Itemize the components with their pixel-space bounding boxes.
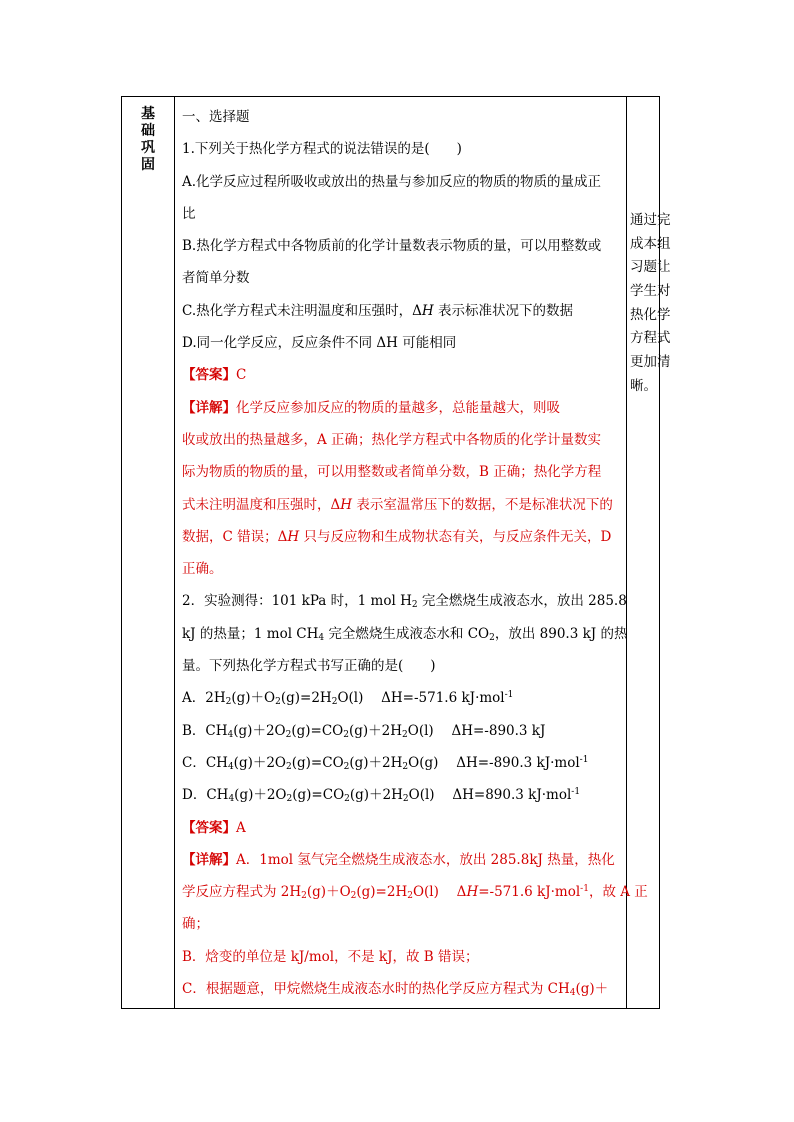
note-line: 习题让 [630,259,671,276]
q2-stem: 2．实验测得：101 kPa 时，1 mol $H_2$ 完全燃烧生成液态水，放出 285.8 [182,593,627,611]
q2-option-a: A．$2H_2(g)+O_2(g)=2H_2O(l)$ ΔH=-571.6 kJ·mol$^{-1}$ [182,690,514,708]
q2-stem-line: kJ 的热量；1 mol $CH_4$ 完全燃烧生成液态水和 $CO_2$，放出 890.3 kJ 的热 [182,625,628,643]
q1-option-b: B.热化学方程式中各物质前的化学计量数表示物质的量，可以用整数或 [182,238,602,255]
q2-option-c: C．$CH_4(g)+2O_2(g)=CO_2(g)+2H_2O(g)$ ΔH=-890.3 kJ·mol$^{-1}$ [182,754,589,772]
teaching-note [630,209,671,399]
note-line: 方程式 [630,330,671,347]
column-divider-right [626,97,627,1008]
q2-option-b: B．$CH_4(g)+2O_2(g)=CO_2(g)+2H_2O(l)$ ΔH=-890.3 kJ [182,722,546,740]
q2-stem-line: 量。下列热化学方程式书写正确的是( ) [182,658,436,675]
note-line: 学生对 [630,283,671,300]
note-line: 成本组 [630,235,671,252]
q2-option-d: D．$CH_4(g)+2O_2(g)=CO_2(g)+2H_2O(l)$ ΔH=890.3 kJ·mol$^{-1}$ [182,787,581,805]
q2-detail: 【详解】A．1mol 氢气完全燃烧生成液态水，放出 285.8kJ 热量，热化 [182,851,615,868]
q2-answer: 【答案】A [182,819,246,836]
q2-detail-line: 学反应方程式为 $2H_2(g)+O_2(g)=2H_2O(l)$ ΔH=-571.6 kJ·mol$^{-1}$，故 A 正 [182,884,648,902]
section-heading: 一、选择题 [182,109,250,125]
q1-detail: 【详解】化学反应参加反应的物质的量越多，总能量越大，则吸 [182,399,560,416]
q1-detail-line: 收或放出的热量越多，A 正确；热化学方程式中各物质的化学计量数实 [182,431,602,448]
note-line: 更加清 [630,354,671,371]
section-label: 基 础 巩 固 [141,106,155,173]
note-line: 晰。 [630,377,657,394]
q2-detail-line: 确； [182,916,209,933]
q1-option-b-cont: 者简单分数 [182,270,250,287]
q1-answer: 【答案】C [182,367,247,384]
q1-option-a-cont: 比 [182,205,196,222]
q1-option-d: D.同一化学反应，反应条件不同 ΔH 可能相同 [182,335,457,352]
lesson-table [121,96,671,1009]
content-column [182,101,648,1005]
q1-detail-line: 数据，C 错误；ΔH 只与反应物和生成物状态有关，与反应条件无关，D [182,528,612,545]
q1-detail-line: 式未注明温度和压强时，ΔH 表示室温常压下的数据，不是标准状况下的 [182,496,613,513]
q1-detail-line: 正确。 [182,561,223,578]
note-line: 通过完 [630,212,671,228]
q1-detail-line: 际为物质的物质的量，可以用整数或者简单分数，B 正确；热化学方程 [182,464,602,481]
q1-stem: 1.下列关于热化学方程式的说法错误的是( ) [182,141,462,158]
q2-detail-line: B．焓变的单位是 kJ/mol，不是 kJ，故 B 错误； [182,948,479,965]
note-line: 热化学 [630,306,671,323]
column-divider-left [174,97,175,1008]
q2-detail-line: C．根据题意，甲烷燃烧生成液态水时的热化学反应方程式为 $CH_4(g)+$ [182,981,609,999]
q1-option-a: A.化学反应过程所吸收或放出的热量与参加反应的物质的物质的量成正 [182,173,602,190]
q1-option-c: C.热化学方程式未注明温度和压强时，ΔH 表示标准状况下的数据 [182,302,573,319]
